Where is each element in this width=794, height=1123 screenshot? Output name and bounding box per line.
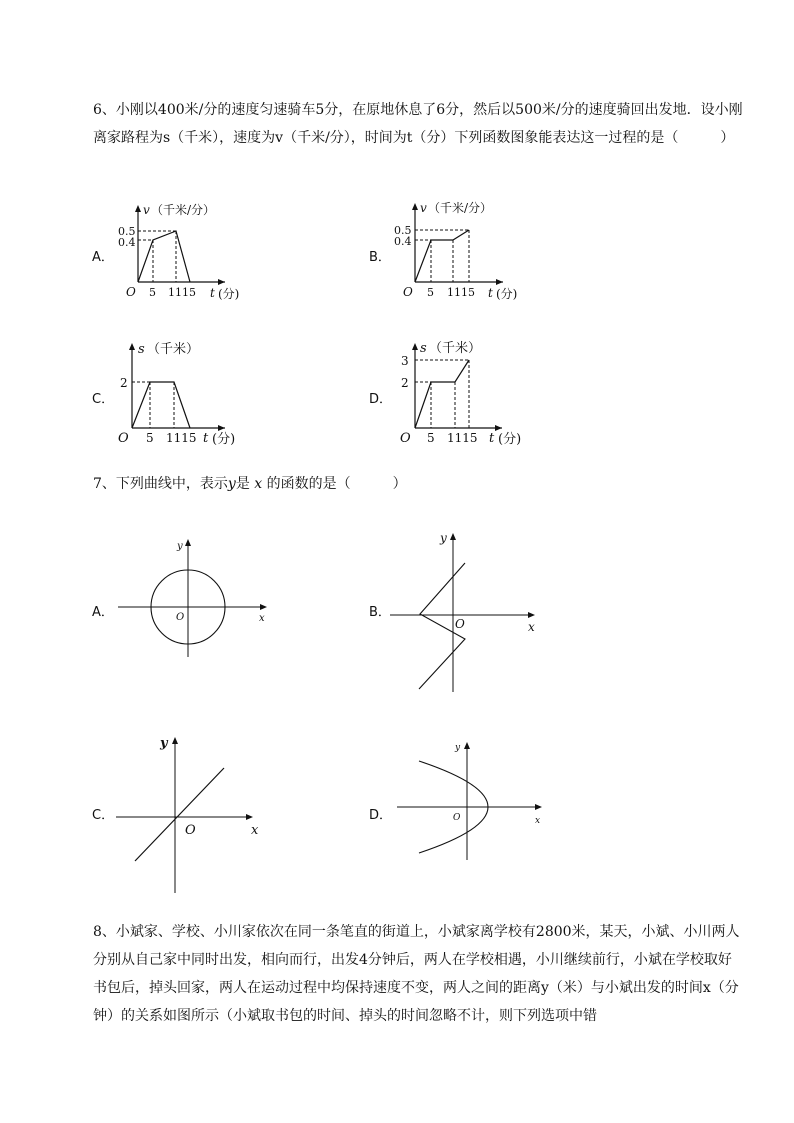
x-axis-var: x: [528, 620, 535, 634]
y-axis-var: y: [177, 541, 183, 552]
y-axis-var: y: [455, 743, 461, 753]
y-axis-var: v: [143, 203, 150, 217]
x-axis-var: t: [210, 286, 215, 300]
origin-label: O: [118, 431, 129, 446]
x-axis-var: x: [535, 816, 541, 826]
option-c-label: C．: [92, 392, 115, 407]
q7-graph-a: [115, 535, 275, 660]
q7-text-mid: 是: [235, 476, 250, 492]
question-7: [93, 470, 743, 498]
tick-y: 2: [401, 376, 409, 390]
q7-text-post: 的函数的是（ ）: [266, 476, 407, 492]
option-a-label: A．: [92, 250, 114, 265]
tick-x: 5: [146, 431, 154, 445]
tick-x: 5: [427, 286, 434, 299]
origin-label: O: [185, 823, 196, 838]
origin-label: O: [126, 285, 136, 299]
y-axis-unit: （千米）: [429, 341, 482, 356]
origin-label: O: [400, 431, 411, 446]
x-axis-var: x: [259, 613, 265, 624]
y-axis-var: s: [138, 342, 145, 357]
x-axis-var: x: [251, 823, 259, 838]
q6-graph-c: [110, 338, 260, 448]
q7-text-pre: 7、下列曲线中，表示: [93, 476, 228, 492]
tick-y: 2: [120, 376, 128, 390]
tick-x: 1115: [166, 431, 197, 445]
tick-x: 5: [427, 431, 435, 445]
option-b-label: B．: [369, 250, 391, 265]
question-6-text: 6、小刚以400米/分的速度匀速骑车5分，在原地休息了6分，然后以500米/分的速度骑回出发地．设小刚离家路程为s（千米），速度为v（千米/分），时间为t（分）下列函数图象能表达这一过程的是（ ）: [93, 102, 743, 146]
y-axis-unit: （千米/分）: [151, 203, 216, 217]
tick-x: 1115: [447, 431, 478, 445]
q6-graph-d: [387, 338, 537, 448]
x-axis-unit: (分): [498, 432, 522, 447]
tick-y: 0.4: [118, 236, 136, 249]
q7-option-a-label: A．: [92, 605, 114, 620]
x-axis-unit: (分): [212, 432, 236, 447]
q7-option-d-label: D．: [369, 808, 393, 823]
q7-graph-b: [388, 530, 548, 695]
q7-graph-c: [113, 733, 273, 898]
origin-label: O: [455, 617, 465, 631]
x-axis-unit: (分): [218, 287, 240, 301]
q7-graph-d: [395, 738, 555, 863]
q7-var-x: x: [254, 476, 263, 492]
x-axis-unit: (分): [496, 287, 518, 301]
tick-y: 0.5: [118, 225, 136, 238]
y-axis-var: y: [160, 736, 168, 751]
tick-x: 1115: [447, 286, 475, 299]
tick-y: 3: [401, 354, 409, 368]
y-axis-var: v: [420, 201, 427, 215]
y-axis-unit: （千米）: [147, 342, 200, 357]
question-8: [93, 918, 743, 1030]
option-d-label: D．: [369, 392, 393, 407]
tick-y: 0.4: [394, 235, 412, 248]
q6-graph-b: [385, 198, 535, 303]
origin-label: O: [453, 813, 461, 823]
q6-graph-a: [110, 200, 260, 305]
origin-label: O: [176, 612, 185, 623]
y-axis-unit: （千米/分）: [428, 201, 493, 215]
tick-y: 0.5: [394, 224, 412, 237]
tick-x: 5: [149, 286, 156, 299]
origin-label: O: [403, 285, 413, 299]
x-axis-var: t: [488, 286, 493, 300]
q7-var-y: y: [227, 476, 236, 492]
question-6: [93, 96, 743, 152]
q7-option-c-label: C．: [92, 808, 115, 823]
x-axis-var: t: [489, 431, 495, 446]
question-8-text: 8、小斌家、学校、小川家依次在同一条笔直的街道上，小斌家离学校有2800米，某天，小斌、小川两人分别从自己家中同时出发，相向而行，出发4分钟后，两人在学校相遇，小川继续前行，小斌在学校取好书包后，掉头回家，两人在运动过程中均保持速度不变，两人之间的距离y（米）与小斌出发的时间x（分钟）的关系如图所示（小斌取书包的时间、掉头的时间忽略不计，则下列选项中错: [93, 924, 740, 1024]
y-axis-var: s: [420, 341, 427, 356]
q7-option-b-label: B．: [369, 605, 391, 620]
tick-x: 1115: [168, 286, 196, 299]
y-axis-var: y: [440, 531, 447, 545]
x-axis-var: t: [203, 431, 209, 446]
